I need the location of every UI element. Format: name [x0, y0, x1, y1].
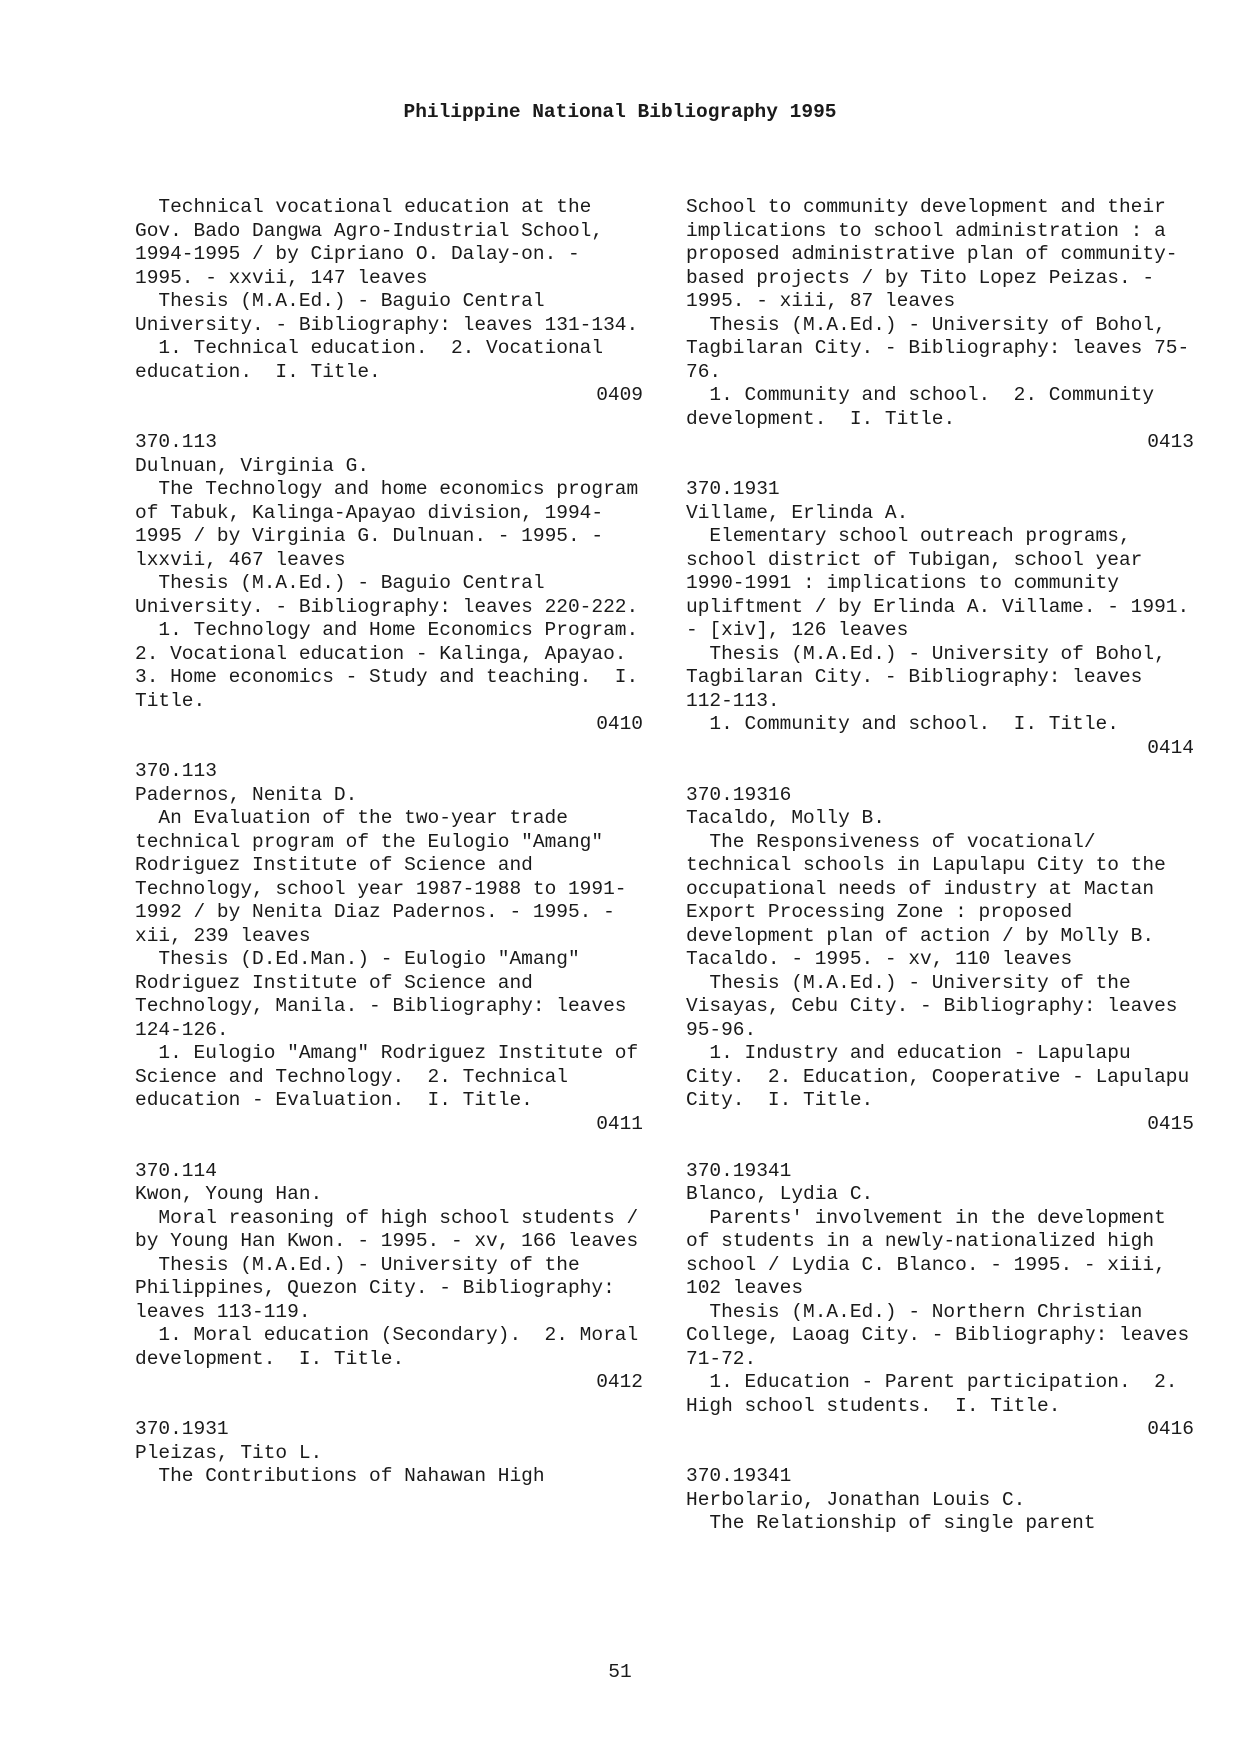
entry-title: An Evaluation of the two-year trade technical program of the Eulogio "Amang" Rodriguez Institute of Science and Technology, school year 1987-1988 to 1991-1992 / by Nenita Diaz Padernos. - 1995. - xii, 239 leaves — [135, 807, 627, 947]
entry-author: Kwon, Young Han. — [135, 1183, 323, 1205]
entry-note: Thesis (M.A.Ed.) - University of the Visayas, Cebu City. - Bibliography: leaves 95-96. — [686, 971, 1190, 1041]
bib-entry — [686, 783, 1201, 1137]
entry-note: Thesis (M.A.Ed.) - Baguio Central University. - Bibliography: leaves 131-134. — [135, 290, 639, 336]
entry-subjects: 1. Education - Parent participation. 2. High school students. I. Title. — [686, 1371, 1190, 1417]
bib-entry — [135, 1159, 650, 1395]
entry-author: Blanco, Lydia C. — [686, 1183, 874, 1205]
entry-call-number: 370.1931 — [135, 1418, 229, 1440]
page-number: 51 — [608, 1661, 632, 1683]
entry-title: Moral reasoning of high school students / by Young Han Kwon. - 1995. - xv, 166 leaves — [135, 1206, 650, 1252]
entry-call-number: 370.19341 — [686, 1465, 792, 1487]
entry-call-number: 370.113 — [135, 760, 217, 782]
entry-call-number: 370.114 — [135, 1159, 217, 1182]
entry-title: The Technology and home economics program of Tabuk, Kalinga-Apayao division, 1994-1995 / by Virginia G. Dulnuan. - 1995. - lxxvii, 467 leaves — [135, 478, 650, 571]
entry-author: Padernos, Nenita D. — [135, 783, 358, 806]
entry-title: Parents' involvement in the development of students in a newly-nationalized high school / Lydia C. Blanco. - 1995. - xiii, 102 leaves — [686, 1206, 1178, 1299]
entry-subjects: 1. Industry and education - Lapulapu City. 2. Education, Cooperative - Lapulapu City. I. Title. — [686, 1042, 1201, 1111]
entry-number: 0415 — [1147, 1112, 1194, 1135]
column-right — [686, 196, 1201, 1559]
entry-note: Thesis (M.A.Ed.) - University of the Philippines, Quezon City. - Bibliography: leaves 113-119. — [135, 1253, 627, 1323]
entry-title: The Responsiveness of vocational/ technical schools in Lapulapu City to the occupational needs of industry at Mactan Export Processing Zone : proposed development plan of action / by Molly B. Tacaldo. - 1995. - xv, 110 leaves — [686, 830, 1178, 970]
bib-entry — [135, 760, 650, 1136]
entry-note: Thesis (M.A.Ed.) - Northern Christian College, Laoag City. - Bibliography: leaves 71-72. — [686, 1300, 1201, 1370]
entry-title: The Contributions of Nahawan High — [158, 1465, 545, 1487]
entry-number: 0412 — [596, 1371, 643, 1393]
entry-call-number: 370.1931 — [686, 478, 780, 500]
bib-entry — [135, 196, 643, 408]
entry-note: Thesis (M.A.Ed.) - University of Bohol, Tagbilaran City. - Bibliography: leaves 75-76. — [686, 313, 1190, 383]
page-header: Philippine National Bibliography 1995 — [403, 101, 837, 123]
entry-subjects: 1. Technical education. 2. Vocational education. I. Title. — [135, 337, 615, 383]
bib-entry — [135, 1418, 643, 1489]
entry-author: Dulnuan, Virginia G. — [135, 454, 370, 477]
entry-note: Thesis (M.A.Ed.) - University of Bohol, Tagbilaran City. - Bibliography: leaves 112-113. — [686, 642, 1178, 712]
bib-entry — [686, 196, 1194, 455]
entry-number: 0409 — [596, 384, 643, 406]
entry-number: 0413 — [1147, 431, 1194, 453]
bib-entry — [686, 1159, 1201, 1442]
entry-subjects: 1. Community and school. 2. Community development. I. Title. — [686, 384, 1166, 430]
entry-number: 0411 — [596, 1112, 643, 1135]
entry-number: 0414 — [1147, 736, 1194, 759]
entry-subjects: 1. Moral education (Secondary). 2. Moral development. I. Title. — [135, 1324, 650, 1370]
entry-title: The Relationship of single parent — [709, 1512, 1096, 1534]
entry-title: School to community development and their implications to school administration : a proposed administrative plan of community-based projects / by Tito Lopez Peizas. - 1995. - xiii, 87 leaves — [686, 196, 1178, 312]
entry-subjects: 1. Technology and Home Economics Program. 2. Vocational education - Kalinga, Apayao. 3. Home economics - Study and teaching. I. Title. — [135, 619, 662, 712]
entry-subjects: 1. Eulogio "Amang" Rodriguez Institute of Science and Technology. 2. Technical education - Evaluation. I. Title. — [135, 1042, 650, 1111]
entry-number: 0416 — [1147, 1418, 1194, 1440]
entry-author: Herbolario, Jonathan Louis C. — [686, 1488, 1026, 1511]
entry-note: Thesis (D.Ed.Man.) - Eulogio "Amang" Rodriguez Institute of Science and Technology, Manila. - Bibliography: leaves 124-126. — [135, 948, 639, 1041]
entry-title: Elementary school outreach programs, school district of Tubigan, school year 1990-1991 : implications to community upliftment / by Erlinda A. Villame. - 1991. - [xiv], 126 leaves — [686, 525, 1201, 641]
entry-author: Tacaldo, Molly B. — [686, 807, 885, 829]
bib-entry — [686, 1465, 1194, 1536]
entry-author: Pleizas, Tito L. — [135, 1441, 323, 1464]
entry-title: Technical vocational education at the Gov. Bado Dangwa Agro-Industrial School, 1994-1995 / by Cipriano O. Dalay-on. - 1995. - xxvii, 147 leaves — [135, 196, 615, 289]
entry-number: 0410 — [596, 713, 643, 735]
entry-author: Villame, Erlinda A. — [686, 501, 909, 524]
bib-entry — [135, 431, 662, 737]
column-left — [135, 196, 662, 1512]
entry-subjects: 1. Community and school. I. Title. — [709, 713, 1119, 735]
entry-call-number: 370.19316 — [686, 783, 792, 806]
entry-call-number: 370.113 — [135, 431, 217, 453]
entry-note: Thesis (M.A.Ed.) - Baguio Central University. - Bibliography: leaves 220-222. — [135, 572, 639, 618]
entry-call-number: 370.19341 — [686, 1159, 792, 1182]
bib-entry — [686, 478, 1201, 760]
